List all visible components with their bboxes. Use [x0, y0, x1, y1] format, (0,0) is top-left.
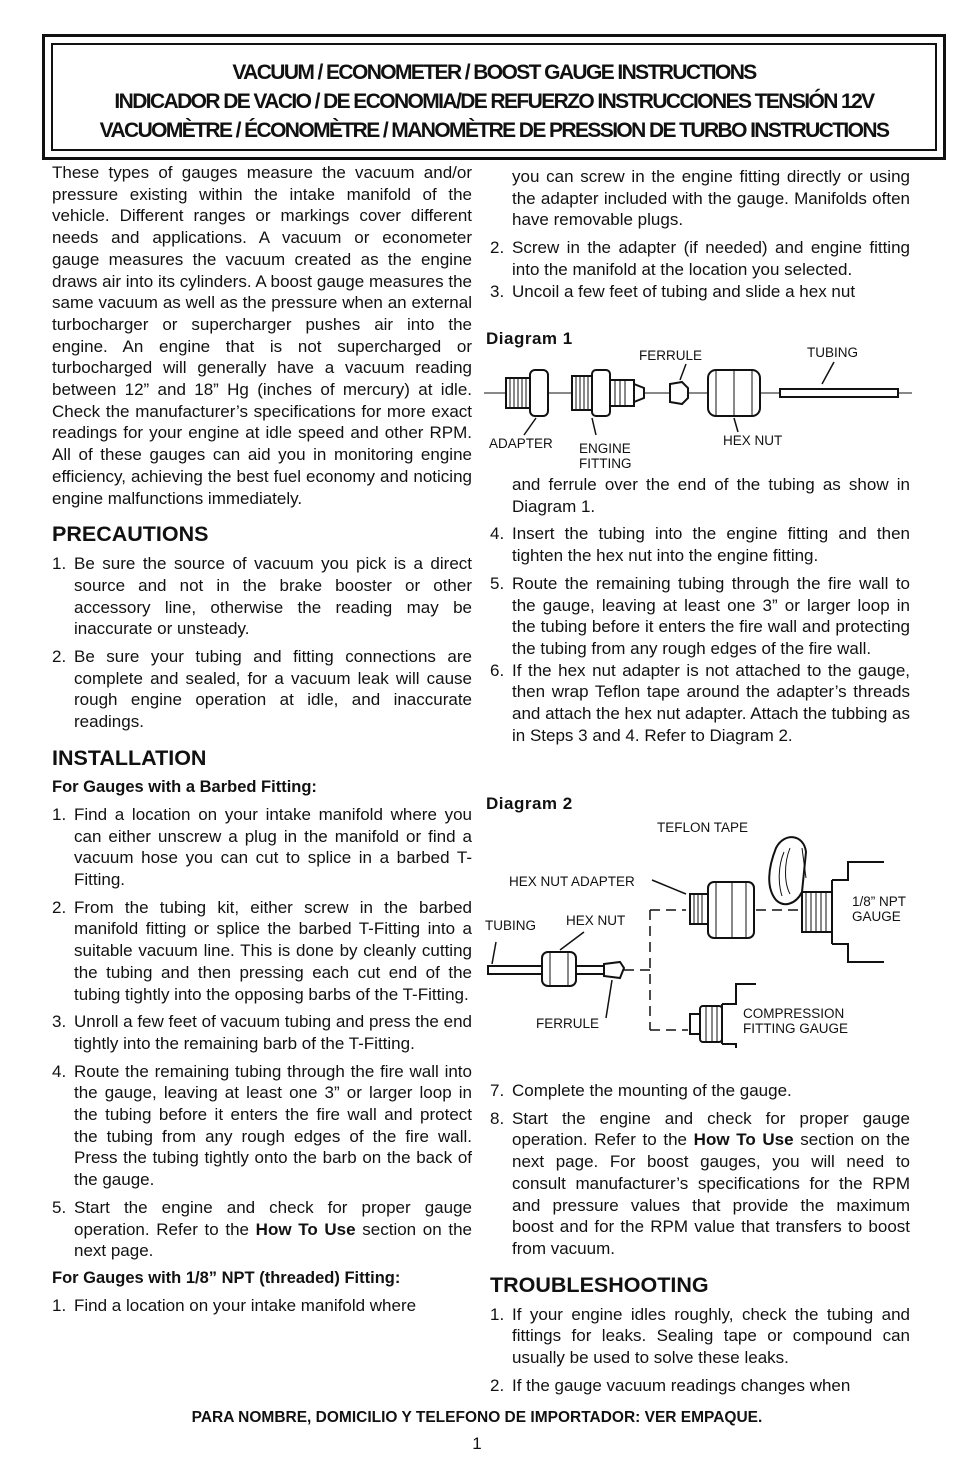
- label-tubing: TUBING: [807, 345, 859, 360]
- title-inner-border: [51, 43, 937, 151]
- installation-heading: INSTALLATION: [52, 745, 207, 770]
- label-teflon-tape: TEFLON TAPE: [657, 820, 749, 835]
- label-npt-gauge: 1/8” NPT GAUGE: [852, 894, 906, 924]
- hex-nut-adapter-part: [690, 882, 754, 938]
- list-item: 4. Insert the tubing into the engine fitting and then tighten the hex nut into the engine fitting.: [490, 524, 910, 566]
- importer-footer: PARA NOMBRE, DOMICILIO Y TELEFONO DE IMPORTADOR: VER EMPAQUE.: [191, 1409, 763, 1426]
- page-number: 1: [472, 1434, 482, 1453]
- label-tubing-2: TUBING: [485, 918, 537, 933]
- npt-step1-continued: you can screw in the engine fitting directly or using the adapter included with the gauge. Manifolds often have removable plugs.: [512, 167, 910, 230]
- teflon-tape-part: [769, 837, 806, 904]
- left-column: [52, 162, 472, 1317]
- label-compression-fitting: COMPRESSION FITTING GAUGE: [743, 1006, 849, 1036]
- list-item: 1. If your engine idles roughly, check the tubing and fittings for leaks. Sealing tape or compound can usually be used to solve these leaks.: [490, 1304, 910, 1368]
- list-item: 2. Screw in the adapter (if needed) and engine fitting into the manifold at the location you selected.: [490, 238, 910, 279]
- list-item: 4. Route the remaining tubing through the fire wall into the gauge, leaving at least one 3” or larger loop in the tubing before it enters the fire wall and protect the tubing from any rough edges of the fire wall. Press the tubing tightly onto the barb on the back of the gauge.: [52, 1061, 472, 1190]
- engine-fitting-part: [572, 370, 644, 416]
- list-item: 1. Be sure the source of vacuum you pick is a direct source and not in the brake booster or other accessory line, otherwise the reading may be inaccurate or unsteady.: [52, 554, 472, 639]
- barbed-steps-list: [52, 804, 472, 1262]
- npt-step3-continued: and ferrule over the end of the tubing as show in Diagram 1.: [512, 475, 910, 516]
- title-french: VACUOMÈTRE / ÉCONOMÈTRE / MANOMÈTRE DE PRESSION DE TURBO INSTRUCTIONS: [99, 119, 889, 142]
- label-hex-nut-adapter: HEX NUT ADAPTER: [509, 874, 635, 889]
- precautions-heading: PRECAUTIONS: [52, 522, 209, 547]
- list-item: 1. Find a location on your intake manifold where: [52, 1295, 417, 1315]
- right-column-middle: [490, 474, 910, 746]
- list-item: 3. Unroll a few feet of vacuum tubing and press the end tightly into the remaining barb of the T-Fitting.: [52, 1012, 472, 1053]
- list-item: 2. If the gauge vacuum readings changes when: [490, 1375, 851, 1395]
- title-english: VACUUM / ECONOMETER / BOOST GAUGE INSTRUCTIONS: [232, 61, 756, 84]
- intro-paragraph: These types of gauges measure the vacuum and/or pressure existing within the intake manifold of the vehicle. Different ranges or markings cover different needs and applications. A vacuum or econometer gauge measures the vacuum created as the engine draws air into its cylinders. A boost gauge measures the same vacuum as well as the pressure when an external turbocharger or supercharger pushes air into the engine. An engine that is not supercharged or turbocharged will generally have a vacuum reading between 12” and 18” Hg (inches of mercury) at idle. Check the manufacturer’s specifications for more exact readings for your engine at idle speed and other RPM. All of these gauges can aid you in monitoring engine efficiency, achieving the best fuel economy and noticing engine malfunctions immediately.: [52, 163, 472, 508]
- precautions-list: [52, 553, 472, 733]
- label-hex-nut-2: HEX NUT: [566, 913, 626, 928]
- diagram2-title: Diagram 2: [486, 794, 573, 813]
- tubing-assembly-part: [488, 952, 624, 986]
- barbed-fitting-heading: For Gauges with a Barbed Fitting:: [52, 777, 317, 796]
- label-ferrule-2: FERRULE: [536, 1016, 600, 1031]
- title-box: [42, 34, 946, 160]
- right-column-bottom: [490, 1080, 910, 1396]
- label-ferrule: FERRULE: [639, 348, 703, 363]
- diagram1-title: Diagram 1: [486, 329, 573, 348]
- adapter-part: [506, 370, 548, 416]
- ferrule-part: [670, 382, 688, 404]
- title-spanish: INDICADOR DE VACIO / DE ECONOMIA/DE REFUERZO INSTRUCCIONES TENSIÓN 12V: [114, 90, 874, 113]
- right-column-top: [490, 166, 910, 302]
- tubing-part: [780, 389, 898, 397]
- list-item: 2. From the tubing kit, either screw in the barbed manifold fitting or splice the barbed T-Fitting into a suitable vacuum line. This is done by cleanly cutting the tubing and then pressing each cut end of the tubing tightly into the opposing barbs of the T-Fitting.: [52, 897, 472, 1004]
- label-engine-fitting: ENGINE FITTING: [579, 441, 632, 471]
- list-item: 5. Start the engine and check for proper gauge operation. Refer to the How To Use section on the next page.: [52, 1197, 473, 1261]
- list-item: 8. Start the engine and check for proper gauge operation. Refer to the How To Use section on the next page. For boost gauges, you will need to consult manufacturer’s specifications for the RPM and pressure values that provide the maximum boost and for the RPM value that transfers to boost from vacuum.: [490, 1108, 911, 1258]
- label-hex-nut: HEX NUT: [723, 433, 783, 448]
- npt-fitting-heading: For Gauges with 1/8” NPT (threaded) Fitting:: [52, 1268, 401, 1287]
- list-item: 3. Uncoil a few feet of tubing and slide a hex nut: [490, 281, 856, 301]
- label-adapter: ADAPTER: [489, 436, 553, 451]
- list-item: 1. Find a location on your intake manifold where you can either unscrew a plug in the manifold or find a vacuum hose you can cut to splice in a barbed T-Fitting.: [52, 804, 472, 889]
- troubleshooting-heading: TROUBLESHOOTING: [490, 1272, 709, 1297]
- list-item: 6. If the hex nut adapter is not attached to the gauge, then wrap Teflon tape around the adapter’s threads and attach the hex nut adapter. Attach the tubbing as in Steps 3 and 4. Refer to Diagram 2.: [490, 660, 910, 745]
- list-item: 5. Route the remaining tubing through the fire wall to the gauge, leaving at least one 3” or larger loop in the tubing before it enters the fire wall and protecting the tubing from any rough edges of the fire wall.: [490, 573, 910, 658]
- list-item: 2. Be sure your tubing and fitting connections are complete and sealed, for a vacuum leak will cause rough engine operation at idle, and inaccurate readings.: [52, 647, 472, 732]
- hex-nut-part: [708, 370, 760, 416]
- list-item: 7. Complete the mounting of the gauge.: [490, 1081, 792, 1100]
